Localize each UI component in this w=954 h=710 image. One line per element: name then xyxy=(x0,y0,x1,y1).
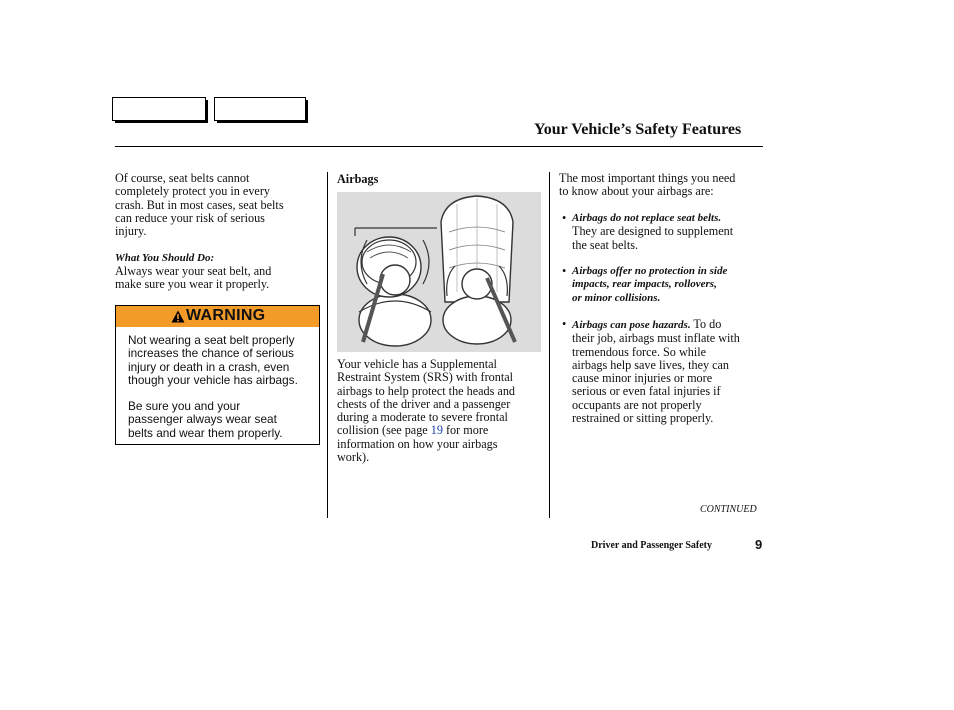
text-line: Be sure you and your xyxy=(128,399,241,414)
text-line: airbags to help protect the heads and xyxy=(337,383,516,398)
text-line: work). xyxy=(337,450,370,465)
text-line: injury. xyxy=(115,224,147,239)
page-title: Your Vehicle’s Safety Features xyxy=(534,121,742,138)
bullet-dot-icon: • xyxy=(562,211,567,225)
airbag-deployment-image xyxy=(337,192,541,352)
text-line: though your vehicle has airbags. xyxy=(128,372,298,387)
page-reference-link[interactable]: 19 xyxy=(430,423,443,438)
text-line: to know about your airbags are: xyxy=(559,184,714,199)
section-label: Driver and Passenger Safety xyxy=(591,540,713,551)
text-line: airbags help save lives, they can xyxy=(572,357,730,372)
text-line: tremendous force. So while xyxy=(572,344,707,359)
text-line xyxy=(337,424,547,437)
text-line: Your vehicle has a Supplemental xyxy=(337,357,497,371)
text-fragment: for more xyxy=(442,423,489,438)
text-line: crash. But in most cases, seat belts xyxy=(115,197,284,212)
nav-tab-box-1[interactable] xyxy=(112,97,206,121)
text-line: during a moderate to severe frontal xyxy=(337,410,508,425)
text-line: injury or death in a crash, even xyxy=(128,359,290,374)
airbag-intro xyxy=(559,172,764,199)
warning-paragraph-2 xyxy=(128,400,314,440)
bullet-bold-text: Airbags offer no protection in side xyxy=(572,265,728,277)
text-line: Of course, seat belts cannot xyxy=(115,171,250,185)
text-line: Restraint System (SRS) with frontal xyxy=(337,370,514,385)
text-line: chests of the driver and a passenger xyxy=(337,396,511,411)
what-you-should-do-heading: What You Should Do: xyxy=(115,252,215,264)
seatbelt-advice xyxy=(115,265,320,292)
bullet-item xyxy=(562,317,764,426)
text-line: They are designed to supplement xyxy=(572,224,734,239)
bullet-bold-text: or minor collisions. xyxy=(572,291,661,304)
bullet-item xyxy=(562,211,764,252)
bullet-dot-icon: • xyxy=(562,317,567,331)
text-line: completely protect you in every xyxy=(115,184,270,199)
text-line: occupants are not properly xyxy=(572,397,702,412)
text-line: the seat belts. xyxy=(572,237,638,252)
seatbelt-intro xyxy=(115,172,320,238)
bullet-dot-icon: • xyxy=(562,264,567,278)
bullet-bold-text: Airbags do not replace seat belts. xyxy=(572,212,722,224)
text-line: The most important things you need xyxy=(559,171,736,185)
text-line: make sure you wear it properly. xyxy=(115,277,270,292)
text-fragment: To do xyxy=(690,317,722,331)
warning-label: WARNING xyxy=(186,307,266,324)
text-line: cause minor injuries or more xyxy=(572,371,713,386)
text-line: can reduce your risk of serious xyxy=(115,210,265,225)
text-line xyxy=(572,318,764,332)
warning-header-bar xyxy=(116,306,319,327)
page-number: 9 xyxy=(755,537,763,552)
airbag-illustration xyxy=(337,192,541,352)
warning-body xyxy=(128,334,314,453)
header-rule xyxy=(115,146,763,147)
text-line: restrained or sitting properly. xyxy=(572,411,714,426)
text-line: information on how your airbags xyxy=(337,436,498,451)
bullet-item xyxy=(562,264,764,305)
column-divider-2 xyxy=(549,172,550,518)
column-divider-1 xyxy=(327,172,328,518)
text-line: Not wearing a seat belt properly xyxy=(128,333,295,347)
bullet-bold-text: impacts, rear impacts, rollovers, xyxy=(572,278,717,291)
warning-box xyxy=(115,305,320,445)
airbags-heading: Airbags xyxy=(337,172,379,186)
nav-tab-box-2[interactable] xyxy=(214,97,306,121)
text-line: serious or even fatal injuries if xyxy=(572,384,721,399)
bullet-bold-text: Airbags can pose hazards. xyxy=(572,319,691,331)
warning-triangle-icon xyxy=(171,310,185,323)
text-fragment: collision (see page xyxy=(337,423,431,438)
text-line: Always wear your seat belt, and xyxy=(115,264,272,278)
text-line: passenger always wear seat xyxy=(128,412,277,427)
text-line: belts and wear them properly. xyxy=(128,425,283,440)
text-line: increases the chance of serious xyxy=(128,346,294,361)
srs-description xyxy=(337,358,547,464)
warning-paragraph-1 xyxy=(128,334,314,387)
continued-label: CONTINUED xyxy=(700,504,757,515)
text-line: their job, airbags must inflate with xyxy=(572,331,740,346)
